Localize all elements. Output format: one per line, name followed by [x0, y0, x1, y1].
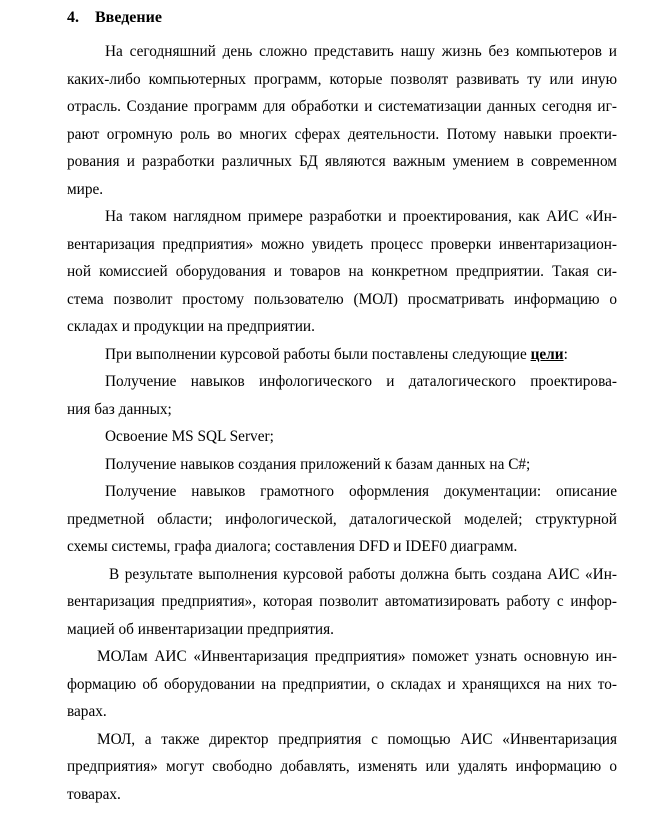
paragraph-line: МОЛ, а также директор предприятия с помощью АИС «Инвентаризация — [97, 731, 617, 748]
paragraph-line: МОЛам АИС «Инвентаризация предприятия» поможет узнать основную ин- — [97, 648, 617, 665]
goal-item-line: ния баз данных; — [67, 401, 172, 418]
paragraph-line: товарах. — [67, 786, 121, 803]
goals-colon: : — [563, 346, 568, 363]
paragraph-line: мацией об инвентаризации предприятия. — [67, 621, 334, 638]
paragraph-line: В результате выполнения курсовой работы должна быть создана АИС «Ин- — [109, 566, 617, 583]
paragraph-line: ной комиссией оборудования и товаров на конкретном предприятии. Такая си- — [67, 263, 617, 280]
paragraph-line: стема позволит простому пользователю (МОЛ) просматривать информацию о — [67, 291, 617, 308]
section-title: Введение — [95, 9, 162, 26]
paragraph-line: мире. — [67, 181, 104, 198]
goals-intro-line — [105, 346, 568, 364]
paragraph-line: отрасль. Создание программ для обработки и систематизации данных сегодня иг- — [67, 98, 617, 115]
paragraph-line: На таком наглядном примере разработки и проектирования, как АИС «Ин- — [105, 208, 617, 225]
goal-item-line: Получение навыков создания приложений к базам данных на С#; — [105, 456, 531, 473]
goals-keyword: цели — [530, 346, 564, 363]
goal-item-line: предметной области; инфологической, даталогической моделей; структурной — [67, 511, 617, 528]
paragraph-line: предприятия» могут свободно добавлять, изменять или удалять информацию о — [67, 758, 617, 775]
paragraph-line: каких-либо компьютерных программ, которые позволят развивать ту или иную — [67, 71, 617, 88]
goal-item-line: схемы системы, графа диалога; составления DFD и IDEF0 диаграмм. — [67, 538, 518, 555]
section-number: 4. — [67, 9, 79, 26]
paragraph-line: вентаризация предприятия», которая позволит автоматизировать работу с инфор- — [67, 593, 617, 610]
paragraph-line: складах и продукции на предприятии. — [67, 318, 315, 335]
section-heading — [67, 8, 162, 28]
paragraph-line: формацию об оборудовании на предприятии, о складах и хранящихся на них то- — [67, 676, 617, 693]
paragraph-line: вентаризация предприятия» можно увидеть процесс проверки инвентаризацион- — [67, 236, 617, 253]
goal-item-line: Освоение MS SQL Server; — [105, 428, 274, 445]
paragraph-line: На сегодняшний день сложно представить нашу жизнь без компьютеров и — [105, 43, 617, 60]
paragraph-line: варах. — [67, 703, 107, 720]
goal-item-line: Получение навыков инфологического и даталогического проектирова- — [105, 373, 617, 390]
paragraph-line: рования и разработки различных БД являются важным умением в современном — [67, 153, 617, 170]
paragraph-line: рают огромную роль во многих сферах деятельности. Потому навыки проекти- — [67, 126, 617, 143]
goals-intro-text: При выполнении курсовой работы были поставлены следующие — [105, 346, 531, 363]
goal-item-line: Получение навыков грамотного оформления документации: описание — [105, 483, 617, 500]
